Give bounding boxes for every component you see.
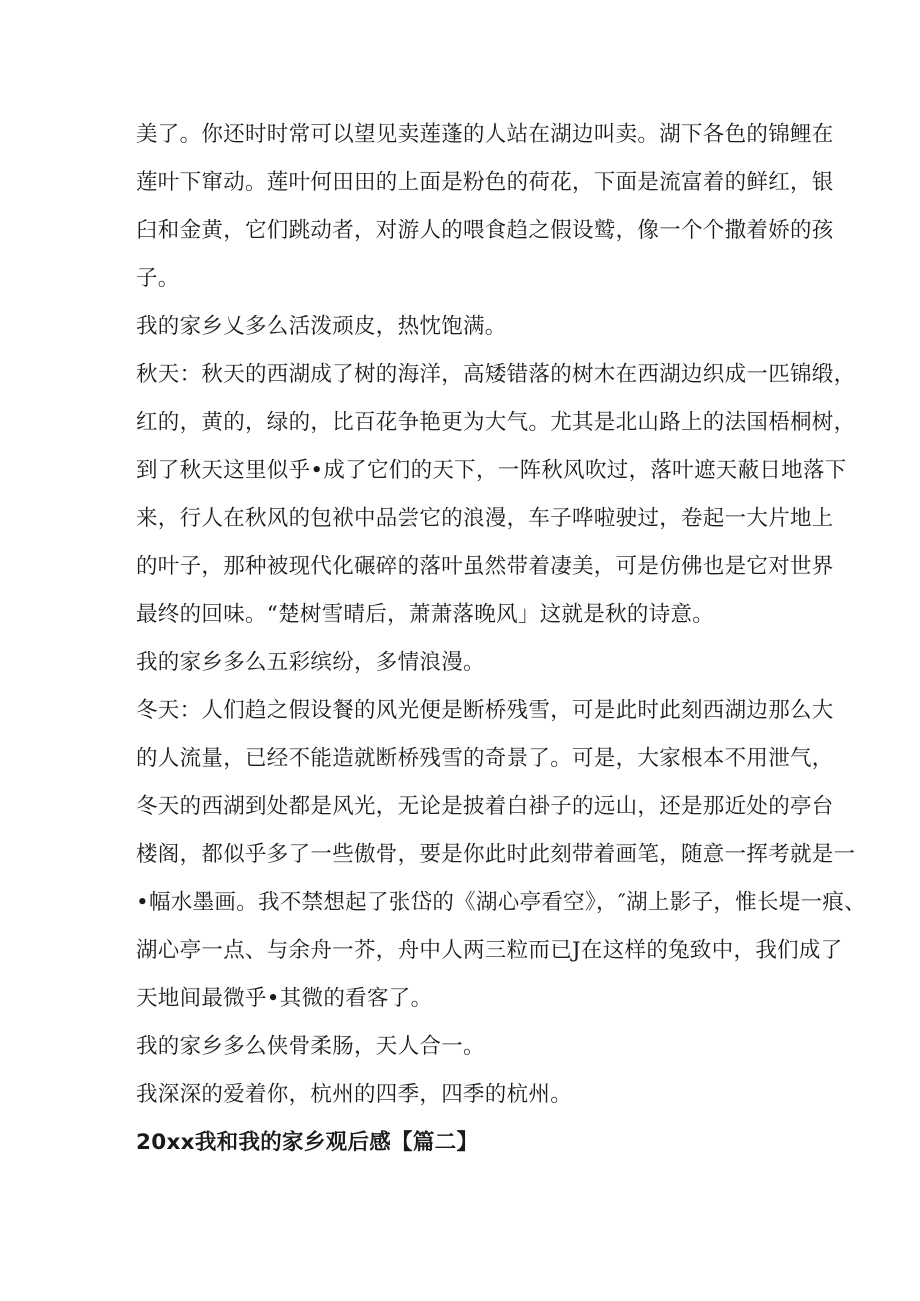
paragraph-line: •幅水墨画。我不禁想起了张岱的《湖心亭看空》，″湖上影子，惟长堤一痕、 [136,890,866,915]
paragraph-line: 到了秋天这里似乎•成了它们的天下，一阵秋风吹过，落叶遮天蔽日地落下 [136,458,847,483]
paragraph-line: 我的家乡多么侠骨柔肠，天人合一。 [136,1034,485,1059]
paragraph-line: 的人流量，已经不能造就断桥残雪的奇景了。可是，大家根本不用泄气， [136,746,834,771]
paragraph-line: 我的家乡乂多么活泼顽皮，热忱饱满。 [136,314,507,339]
paragraph-line: 我的家乡多么五彩缤纷，多情浪漫。 [136,650,485,675]
paragraph-line: 秋天：秋天的西湖成了树的海洋，高矮错落的树木在西湖边织成一匹锦缎， [136,362,856,387]
paragraph-line: 冬天：人们趋之假设餐的风光便是断桥残雪，可是此时此刻西湖边那么大 [136,698,834,723]
document-body [136,111,866,1167]
paragraph-line: 湖心亭一点、与余舟一芥，舟中人两三粒而已J在这样的兔致中，我们成了 [136,938,843,963]
paragraph-line: 来，行人在秋风的包袱中品尝它的浪漫，车子哗啦驶过，卷起一大片地上 [136,506,834,531]
paragraph-line: 天地间最微乎•其微的看客了。 [136,986,433,1011]
paragraph-line: 臼和金黄，它们跳动者，对游人的喂食趋之假设鹫，像一个个撒着娇的孩 [136,218,834,243]
paragraph-line: 楼阁，都似乎多了一些傲骨，要是你此时此刻带着画笔，随意一挥考就是一 [136,842,856,867]
paragraph-line: 的叶子，那种被现代化碾碎的落叶虽然带着凄美，可是仿佛也是它对世界 [136,554,834,579]
paragraph-line: 美了。你还时时常可以望见卖莲蓬的人站在湖边叫卖。湖下各色的锦鲤在 [136,122,834,147]
paragraph-line: 子。 [136,266,180,291]
paragraph-line: 莲叶下窜动。莲叶何田田的上面是粉色的荷花，下面是流富着的鲜红，银 [136,170,834,195]
paragraph-line: 最终的回味。“楚树雪晴后，萧萧落晚风」这就是秋的诗意。 [136,602,715,627]
paragraph-line: 冬天的西湖到处都是风光，无论是披着白褂子的远山，还是那近处的亭台 [136,794,834,819]
paragraph-line: 我深深的爱着你，杭州的四季，四季的杭州。 [136,1082,573,1107]
section-heading: 20xx我和我的家乡观后感【篇二】 [136,1130,479,1155]
paragraph-line: 红的，黄的，绿的，比百花争艳更为大气。尤其是北山路上的法国梧桐树， [136,410,856,435]
